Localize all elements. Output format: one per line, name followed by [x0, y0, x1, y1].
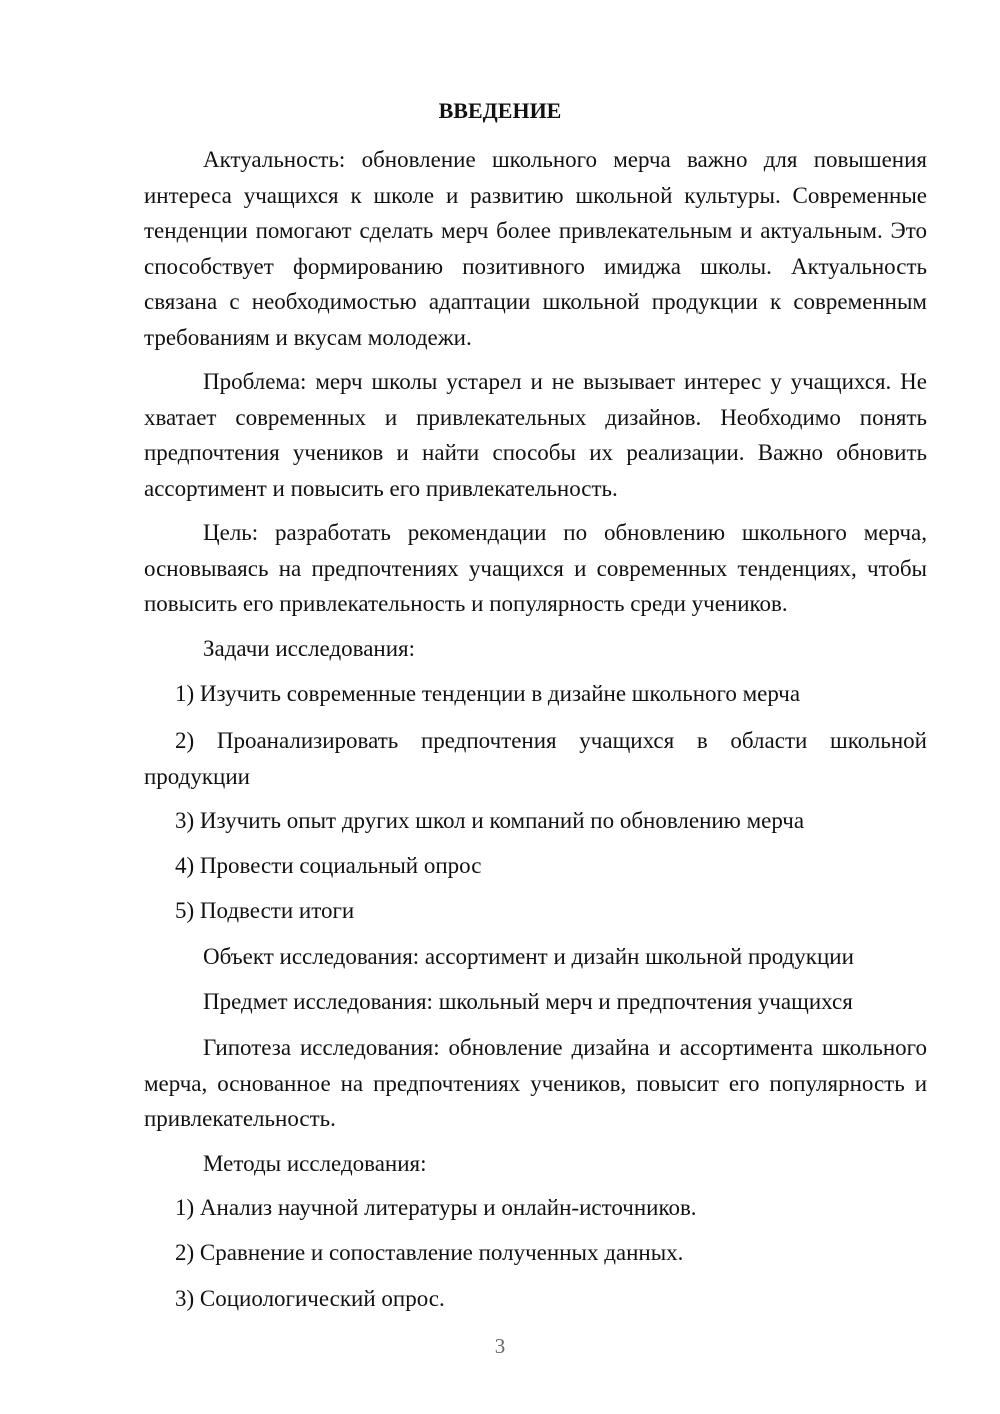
- method-item: 2) Сравнение и сопоставление полученных данных.: [175, 1240, 684, 1265]
- task-item: 5) Подвести итоги: [175, 898, 355, 923]
- goal-paragraph: Цель: разработать рекомендации по обновлению школьного мерча, основываясь на предпочтениях учащихся и современных тенденциях, чтобы повысить его привлекательность и популярность среди учеников.: [144, 520, 927, 616]
- problem-paragraph: Проблема: мерч школы устарел и не вызывает интерес у учащихся. Не хватает современных и привлекательных дизайнов. Необходимо понять предпочтения учеников и найти способы их реализации. Важно обновить ассортимент и повысить его привлекательность.: [144, 369, 927, 501]
- page-title: ВВЕДЕНИЕ: [438, 98, 562, 123]
- task-item: 2) Проанализировать предпочтения учащихся в области школьной продукции: [144, 728, 927, 789]
- methods-heading: Методы исследования:: [203, 1151, 427, 1176]
- research-object: Объект исследования: ассортимент и дизайн школьной продукции: [203, 944, 854, 969]
- task-item: 1) Изучить современные тенденции в дизайне школьного мерча: [175, 681, 801, 706]
- method-item: 1) Анализ научной литературы и онлайн-источников.: [175, 1195, 697, 1220]
- task-item: 4) Провести социальный опрос: [175, 853, 482, 878]
- page-number: 3: [494, 1334, 506, 1358]
- relevance-paragraph: Актуальность: обновление школьного мерча важно для повышения интереса учащихся к школе и развитию школьной культуры. Современные тенденции помогают сделать мерч более привлекательным и актуальным. Это способствует формированию позитивного имиджа школы. Актуальность связана с необходимостью адаптации школьной продукции к современным требованиям и вкусам молодежи.: [144, 147, 927, 350]
- task-item: 3) Изучить опыт других школ и компаний по обновлению мерча: [175, 808, 805, 833]
- tasks-heading: Задачи исследования:: [203, 636, 416, 661]
- research-subject: Предмет исследования: школьный мерч и предпочтения учащихся: [203, 989, 853, 1014]
- hypothesis-paragraph: Гипотеза исследования: обновление дизайна и ассортимента школьного мерча, основанное на предпочтениях учеников, повысит его популярность и привлекательность.: [144, 1035, 927, 1131]
- method-item: 3) Социологический опрос.: [175, 1286, 445, 1311]
